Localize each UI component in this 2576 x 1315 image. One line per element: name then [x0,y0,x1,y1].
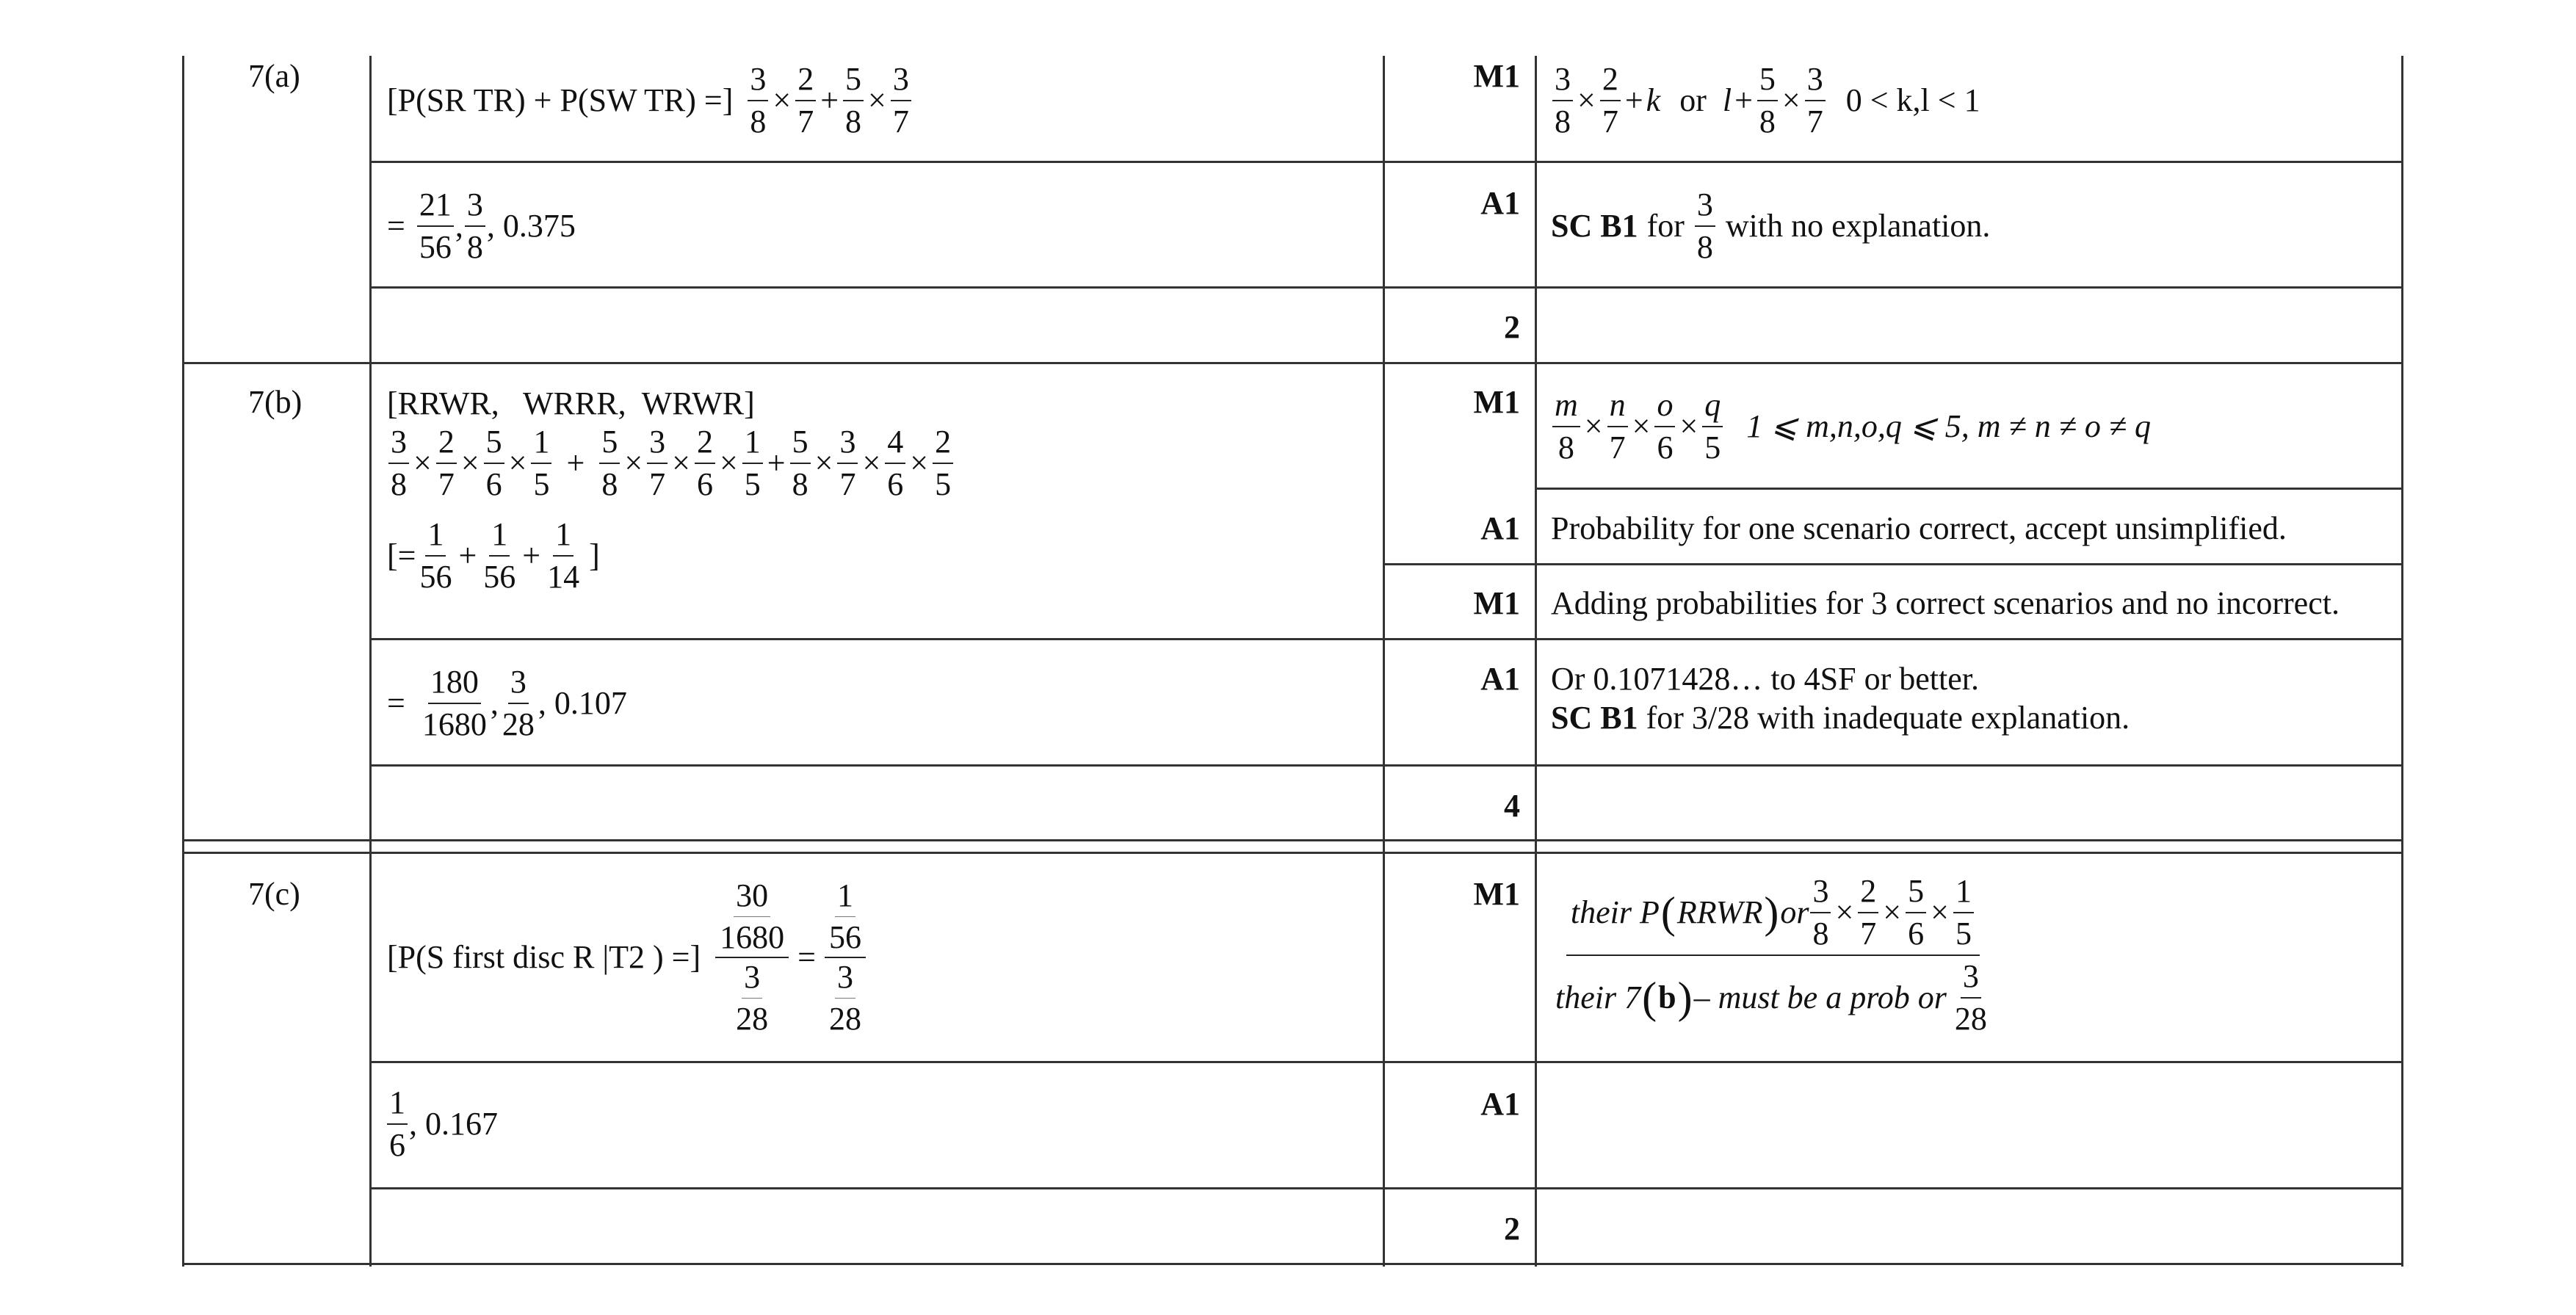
table-border-bottom [182,1263,2403,1265]
guidance-text: Adding probabilities for 3 correct scenarios and no incorrect. [1551,585,2340,621]
mark-code: M1 [1473,876,1520,912]
table-border-right [2401,56,2403,1267]
table-col-divider-3 [1535,56,1537,1267]
table-col-divider-2 [1383,56,1385,1267]
guidance-line: $\frac{m}{8}$ × $\frac{n}{7}$ × $\frac{o}{6}$ × $\frac{q}{5}$ 1 ⩽ m,n,o,q ⩽ 5, m ≠ n ≠ o ≠ q [1551,389,2151,464]
row-line [369,1187,2403,1189]
row-line [369,161,2403,163]
section-line [182,852,2403,854]
answer-line: $\frac{1}{6}$ , 0.167 [387,1087,498,1162]
guidance-text: Or 0.1071428… to 4SF or better. [1551,661,1979,697]
section-line [182,362,2403,364]
working-text: [P(SR TR) + P(SW TR) =] [387,82,734,118]
row-line [369,286,2403,289]
compound-fraction: $\frac{\frac{30}{1680}}{\frac{3}{28}}$ [715,880,789,1035]
total-marks: 2 [1504,1211,1520,1247]
answer-line: = $\frac{180}{1680}$ , $\frac{3}{28}$ , 0.107 [387,664,627,742]
mark-code: M1 [1473,58,1520,94]
mark-code: A1 [1480,510,1520,546]
guidance-line: $\frac{3}{8}$ × $\frac{2}{7}$ + k or l + $\frac{5}{8}$ × $\frac{3}{7}$ 0 < k,l < 1 [1551,63,1980,138]
question-label: 7(b) [248,384,303,420]
row-line [369,1061,2403,1063]
mark-code: M1 [1473,585,1520,621]
working-line: [P(S first disc R |T2 ) =] $\frac{\frac{30}{1680}}{\frac{3}{28}}$ = $\frac{\frac{1}{56}}{\frac{3}{28}}$ [387,880,867,1035]
fraction: $\frac{3}{8}$ [748,63,768,138]
working-line: [= $\frac{1}{56}$ + $\frac{1}{56}$ + $\frac{1}{14}$ ] [387,516,600,595]
row-line [369,764,2403,767]
guidance-compound-fraction: their P ( RRWR ) or $\frac{3}{8}$ × $\frac{2}{7}$ × $\frac{5}{6}$ × $\frac{1}{5}$ their 7 ( b ) – must be a prob or $\frac{3}{28}$ [1555,873,1987,1037]
mark-code: A1 [1480,185,1520,221]
row-line [1535,488,2403,490]
mark-code: A1 [1480,661,1520,697]
total-marks: 2 [1504,309,1520,345]
question-label: 7(c) [248,876,300,912]
answer-line: = $\frac{21}{56}$ , $\frac{3}{8}$ , 0.375 [387,186,576,265]
total-marks: 4 [1504,788,1520,824]
working-line: $\frac{3}{8}$ × $\frac{2}{7}$ × $\frac{5}{6}$ × $\frac{1}{5}$ + $\frac{5}{8}$ × $\frac{3}{7}$ × $\frac{2}{6}$ × $\frac{1}{5}$ + $\frac{5}{8}$ × $\frac{3}{7}$ × $\frac{4}{6}$ × $\frac{2}{5}$ [387,426,955,501]
compound-fraction: $\frac{\frac{1}{56}}{\frac{3}{28}}$ [825,880,866,1035]
mark-code: A1 [1480,1086,1520,1122]
working-line: [P(SR TR) + P(SW TR) =] $\frac{3}{8}$ × $\frac{2}{7}$ + $\frac{5}{8}$ × $\frac{3}{7}$ [387,63,913,138]
table-border-left [182,56,184,1267]
table-col-divider-1 [369,56,372,1267]
mark-code: M1 [1473,384,1520,420]
guidance-text: Probability for one scenario correct, accept unsimplified. [1551,510,2287,546]
fraction: $\frac{2}{7}$ [795,63,816,138]
guidance-line: SC B1 for $\frac{3}{8}$ with no explanation. [1551,186,1991,265]
question-label: 7(a) [248,58,300,94]
row-line [1383,563,2403,565]
guidance-line: SC B1 for 3/28 with inadequate explanation. [1551,700,2130,736]
working-line: [RRWR, WRRR, WRWR] [387,385,755,421]
fraction: $\frac{5}{8}$ [843,63,864,138]
row-line [369,638,2403,640]
section-line [182,839,2403,841]
fraction: $\frac{3}{7}$ [891,63,911,138]
